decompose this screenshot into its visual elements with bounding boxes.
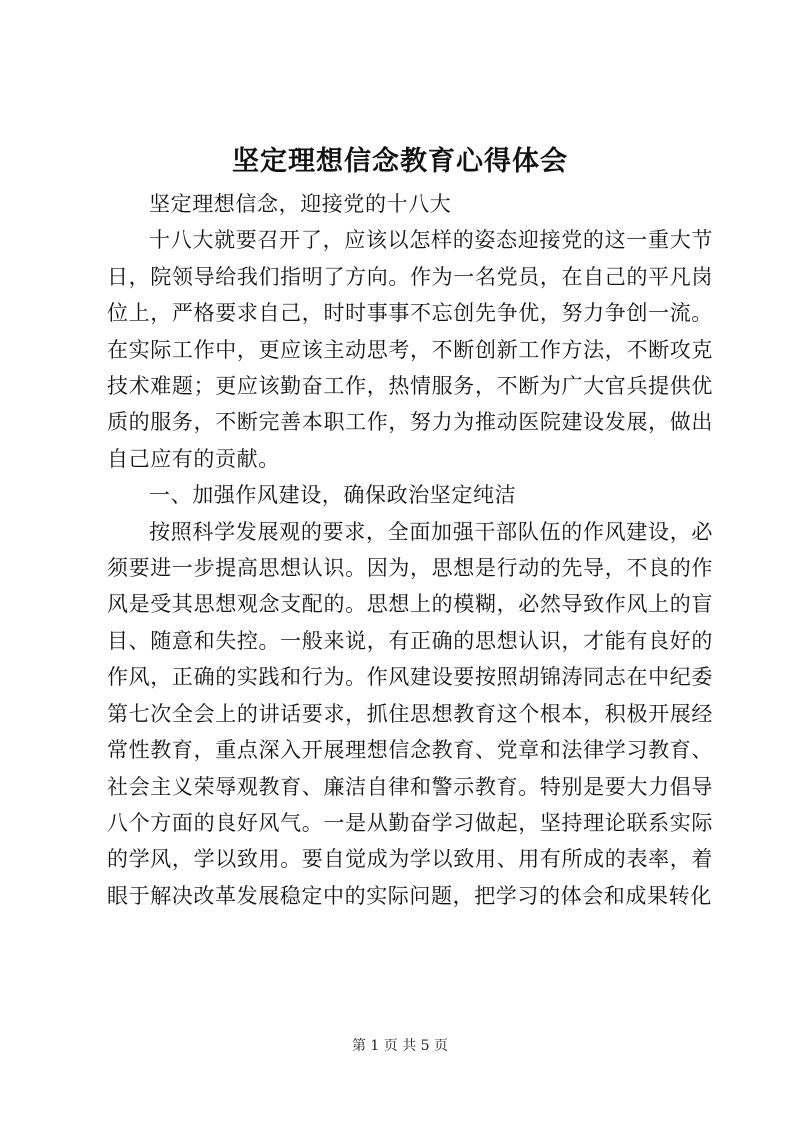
paragraph-subtitle: 坚定理想信念，迎接党的十八大 [149, 192, 452, 216]
paragraph-intro: 十八大就要召开了，应该以怎样的姿态迎接党的这一重大节日，院领导给我们指明了方向。作为一名党员，在自己的平凡岗位上，严格要求自己，时时事事不忘创先争优，努力争创一流。在实际工作中，更应该主动思考，不断创新工作方法，不断攻克技术难题；更应该勤奋工作，热情服务，不断为广大官兵提供优质的服务，不断完善本职工作，努力为推动医院建设发展，做出自己应有的贡献。 [107, 228, 713, 471]
document-title: 坚定理想信念教育心得体会 [232, 146, 568, 177]
document-body [107, 186, 713, 914]
section-heading-1: 一、加强作风建设，确保政治坚定纯洁 [149, 483, 517, 508]
page-footer [0, 1036, 800, 1056]
paragraph-section-1: 按照科学发展观的要求，全面加强干部队伍的作风建设，必须要进一步提高思想认识。因为，思想是行动的先导，不良的作风是受其思想观念支配的。思想上的模糊，必然导致作风上的盲目、随意和失控。一般来说，有正确的思想认识，才能有良好的作风，正确的实践和行为。作风建设要按照胡锦涛同志在中纪委第七次全会上的讲话要求，抓住思想教育这个根本，积极开展经常性教育，重点深入开展理想信念教育、党章和法律学习教育、社会主义荣辱观教育、廉洁自律和警示教育。特别是要大力倡导八个方面的良好风气。一是从勤奋学习做起，坚持理论联系实际的学风，学以致用。要自觉成为学以致用、用有所成的表率，着眼于解决改革发展稳定中的实际问题，把学习的体会和成果转化 [107, 519, 713, 908]
page-number-label: 第 1 页 共 5 页 [351, 1038, 449, 1054]
